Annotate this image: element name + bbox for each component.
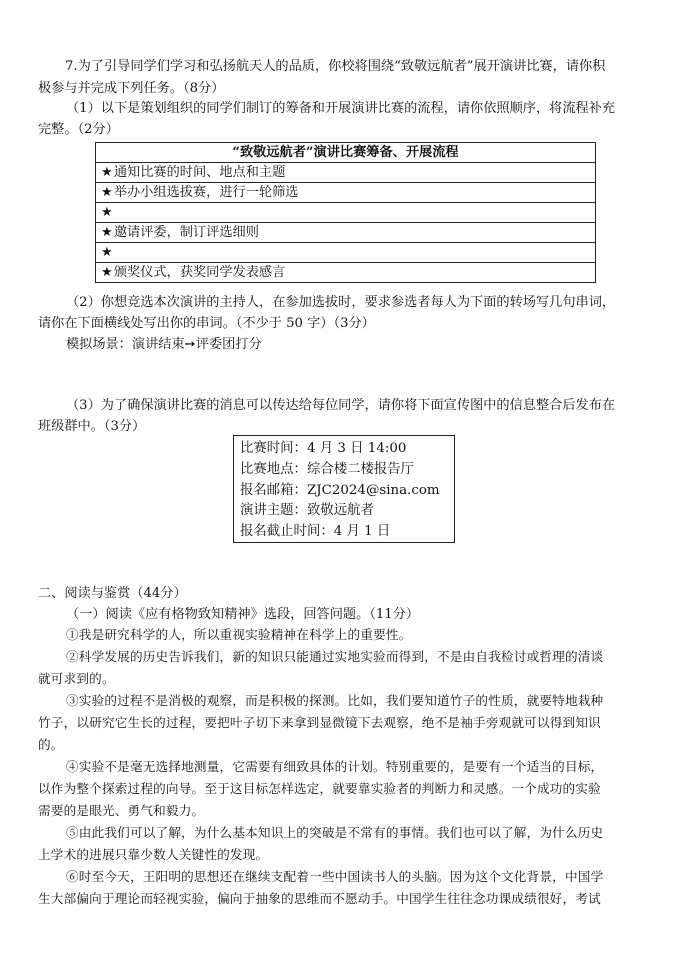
passage-line: 需要的是眼光、勇气和毅力。 — [38, 803, 205, 818]
star-icon: ★ — [101, 185, 113, 200]
flow-step-1: 通知比赛的时间、地点和主题 — [113, 165, 286, 180]
passage-line: ⑥时至今天，王阳明的思想还在继续支配着一些中国读书人的头脑。因为这个文化背景，中国学 — [66, 869, 604, 884]
info-email: 报名邮箱：ZJC2024@sina.com — [240, 482, 440, 498]
passage-line: 上学术的进展只靠少数人关键性的发现。 — [38, 847, 269, 862]
passage-line: 的。 — [38, 737, 64, 752]
star-icon: ★ — [101, 245, 113, 260]
passage-line: 就可求到的。 — [38, 671, 115, 686]
flow-step-2: 举办小组选拔赛，进行一轮筛选 — [113, 185, 299, 200]
passage-line: ⑤由此我们可以了解，为什么基本知识上的突破是不常有的事情。我们也可以了解，为什么历史 — [66, 825, 604, 840]
passage-line: ④实验不是毫无选择地测量，它需要有细致具体的计划。特别重要的，是要有一个适当的目标， — [66, 759, 604, 774]
q7-part2-line-2: 请你在下面横线处写出你的串词。（不少于 50 字）（3分） — [38, 316, 375, 331]
reading-subsection-title: （一）阅读《应有格物致知精神》选段，回答问题。（11分） — [66, 607, 420, 622]
info-place: 比赛地点：综合楼二楼报告厅 — [240, 461, 415, 477]
table-row — [96, 243, 596, 263]
q7-intro-line-2: 极参与并完成下列任务。（8分） — [38, 81, 225, 96]
star-icon: ★ — [101, 225, 113, 240]
table-row — [96, 223, 596, 243]
table-row — [96, 203, 596, 223]
star-icon: ★ — [101, 205, 113, 220]
table-row — [96, 163, 596, 183]
star-icon: ★ — [101, 265, 113, 280]
flow-table — [95, 142, 596, 283]
info-time: 比赛时间：4 月 3 日 14:00 — [240, 441, 407, 456]
q7-part2-scene: 模拟场景：演讲结束➙评委团打分 — [66, 337, 262, 352]
q7-part2-line-1: （2）你想竞选本次演讲的主持人，在参加选拔时，要求参选者每人为下面的转场写几句串词， — [66, 295, 616, 310]
poster-info-box — [233, 435, 455, 543]
q7-part3-line-2: 班级群中。（3分） — [38, 419, 146, 434]
q7-intro-line-1: 7.为了引导同学们学习和弘扬航天人的品质，你校将围绕“致敬远航者”展开演讲比赛，请你积 — [65, 59, 606, 74]
flow-table-title: “致敬远航者”演讲比赛筹备、开展流程 — [96, 143, 596, 163]
flow-table-header — [96, 143, 596, 163]
flow-step-6: 颁奖仪式，获奖同学发表感言 — [113, 265, 286, 280]
passage-line: 竹子，以研究它生长的过程，要把叶子切下来拿到显微镜下去观察，绝不是袖手旁观就可以得到知识 — [38, 715, 601, 730]
info-theme: 演讲主题：致敬远航者 — [240, 503, 374, 519]
q7-part3-line-1: （3）为了确保演讲比赛的消息可以传达给每位同学，请你将下面宣传图中的信息整合后发布在 — [66, 398, 616, 413]
star-icon: ★ — [101, 165, 113, 180]
passage-line: ③实验的过程不是消极的观察，而是积极的探测。比如，我们要知道竹子的性质，就要特地栽种 — [66, 693, 604, 708]
table-row — [96, 263, 596, 283]
reading-section-title: 二、阅读与鉴赏（44分） — [38, 586, 187, 601]
table-row — [96, 183, 596, 203]
passage-line: ②科学发展的历史告诉我们，新的知识只能通过实地实验而得到，不是由自我检讨或哲理的清谈 — [66, 649, 604, 664]
passage-line: ①我是研究科学的人，所以重视实验精神在科学上的重要性。 — [66, 627, 412, 642]
passage-line: 以作为整个探索过程的向导。至于这目标怎样选定，就要靠实验者的判断力和灵感。一个成功的实验 — [38, 781, 601, 796]
info-deadline: 报名截止时间：4 月 1 日 — [240, 524, 391, 540]
q7-part1-line-1: （1）以下是策划组织的同学们制订的筹备和开展演讲比赛的流程，请你依照顺序，将流程补充 — [66, 101, 616, 116]
passage-line: 生大部偏向于理论而轻视实验，偏向于抽象的思维而不愿动手。中国学生往往念功课成绩很好，考试 — [38, 891, 601, 906]
flow-step-4: 邀请评委，制订评选细则 — [113, 225, 259, 240]
q7-part1-line-2: 完整。（2分） — [38, 122, 119, 137]
